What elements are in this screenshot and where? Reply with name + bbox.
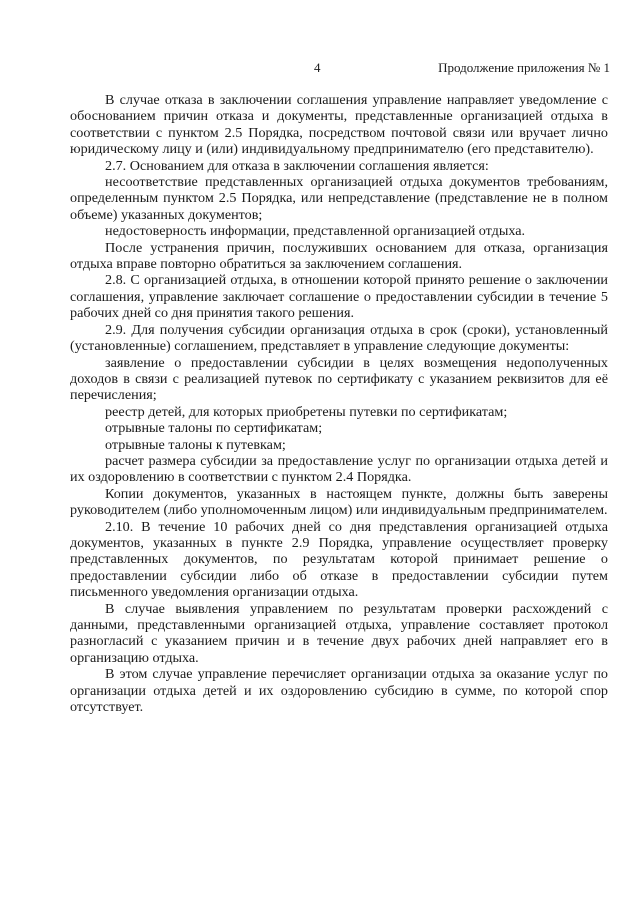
- paragraph-refusal-notice: В случае отказа в заключении соглашения управление направляет уведомление с обоснованием причин отказа и документы, представленные организацией отдыха в соответствии с пунктом 2.5 Порядка, посредством почтовой связи или вручает лично юридическому лицу и (или) индивидуальному предпринимателю (его представителю).: [70, 92, 608, 158]
- paragraph-2-9: 2.9. Для получения субсидии организация отдыха в срок (сроки), установленный (установленные) соглашением, представляет в управление следующие документы:: [70, 321, 608, 355]
- paragraph-2-7: 2.7. Основанием для отказа в заключении соглашения является:: [105, 157, 489, 174]
- paragraph-discrepancies: В случае выявления управлением по результатам проверки расхождений с данными, представленными организацией отдыха, управление составляет протокол разногласий с указанием причин и в течение двух рабочих дней направляет его в организацию отдыха.: [70, 600, 608, 666]
- page-number: 4: [314, 60, 321, 75]
- paragraph-reapply: После устранения причин, послуживших основанием для отказа, организация отдыха вправе повторно обратиться за заключением соглашения.: [70, 239, 608, 273]
- paragraph-doc-application: заявление о предоставлении субсидии в целях возмещения недополученных доходов в связи с реализацией путевок по сертификату с указанием реквизитов для её перечисления;: [70, 354, 608, 404]
- paragraph-2-8: 2.8. С организацией отдыха, в отношении которой принято решение о заключении соглашения, управление заключает соглашение о предоставлении субсидии в течение 5 рабочих дней со дня принятия такого решения.: [70, 272, 608, 322]
- paragraph-refusal-reason-2: недостоверность информации, представленной организацией отдыха.: [105, 223, 526, 240]
- paragraph-2-10: 2.10. В течение 10 рабочих дней со дня представления организацией отдыха документов, указанных в пункте 2.9 Порядка, управление осуществляет проверку представленных документов, по результатам которой принимает решение о предоставлении субсидии либо об отказе в предоставлении субсидии путем письменного уведомления организации отдыха.: [70, 518, 608, 601]
- document-body: [70, 92, 608, 715]
- paragraph-doc-registry: реестр детей, для которых приобретены путевки по сертификатам;: [105, 403, 508, 420]
- appendix-continuation-label: Продолжение приложения № 1: [438, 60, 610, 75]
- paragraph-copies-certified: Копии документов, указанных в настоящем пункте, должны быть заверены руководителем (либо уполномоченным лицом) или индивидуальным предпринимателем.: [70, 485, 608, 519]
- paragraph-undisputed-amount: В этом случае управление перечисляет организации отдыха за оказание услуг по организации отдыха детей и их оздоровлению субсидию в сумме, по которой спор отсутствует.: [70, 666, 608, 716]
- paragraph-doc-certificate-stubs: отрывные талоны по сертификатам;: [105, 420, 323, 437]
- paragraph-doc-voucher-stubs: отрывные талоны к путевкам;: [105, 436, 286, 453]
- paragraph-refusal-reason-1: несоответствие представленных организацией отдыха документов требованиям, определенным пунктом 2.5 Порядка, или непредставление (представление не в полном объеме) указанных документов;: [70, 174, 608, 223]
- paragraph-doc-calculation: расчет размера субсидии за предоставление услуг по организации отдыха детей и их оздоровлению в соответствии с пунктом 2.4 Порядка.: [70, 452, 608, 486]
